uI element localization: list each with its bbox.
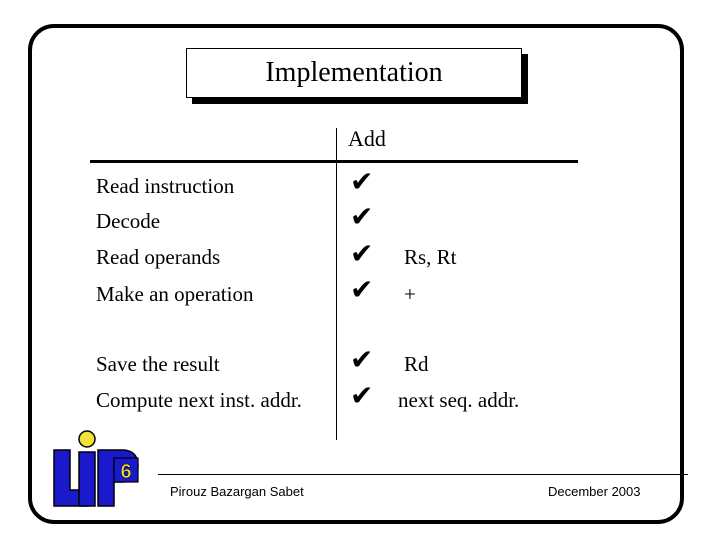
row-note-compute-next-addr: next seq. addr.: [398, 388, 520, 412]
check-icon: ✔: [350, 379, 374, 412]
row-label-compute-next-addr: Compute next inst. addr.: [96, 388, 302, 412]
row-label-read-instruction: Read instruction: [96, 174, 235, 198]
logo-digit: 6: [120, 461, 132, 483]
column-header: Add: [348, 126, 386, 151]
row-note-save-result: Rd: [404, 352, 429, 376]
table-header-rule: [90, 160, 578, 163]
footer-author: Pirouz Bazargan Sabet: [170, 484, 304, 499]
row-label-decode: Decode: [96, 209, 161, 233]
footer-date: December 2003: [548, 484, 641, 499]
table-column-rule: [336, 128, 337, 440]
slide-title-text: Implementation: [265, 57, 443, 88]
row-label-make-operation: Make an operation: [96, 282, 254, 306]
check-icon: ✔: [350, 273, 374, 306]
check-icon: ✔: [350, 237, 374, 270]
lip6-logo-icon: [50, 428, 146, 510]
footer-rule: [158, 474, 688, 475]
row-label-read-operands: Read operands: [96, 245, 221, 269]
slide-title: [186, 48, 522, 98]
row-label-save-result: Save the result: [96, 352, 220, 376]
check-icon: ✔: [350, 343, 374, 376]
check-icon: ✔: [350, 165, 374, 198]
row-note-make-operation: +: [404, 282, 416, 306]
check-icon: ✔: [350, 200, 374, 233]
row-note-read-operands: Rs, Rt: [404, 245, 457, 269]
